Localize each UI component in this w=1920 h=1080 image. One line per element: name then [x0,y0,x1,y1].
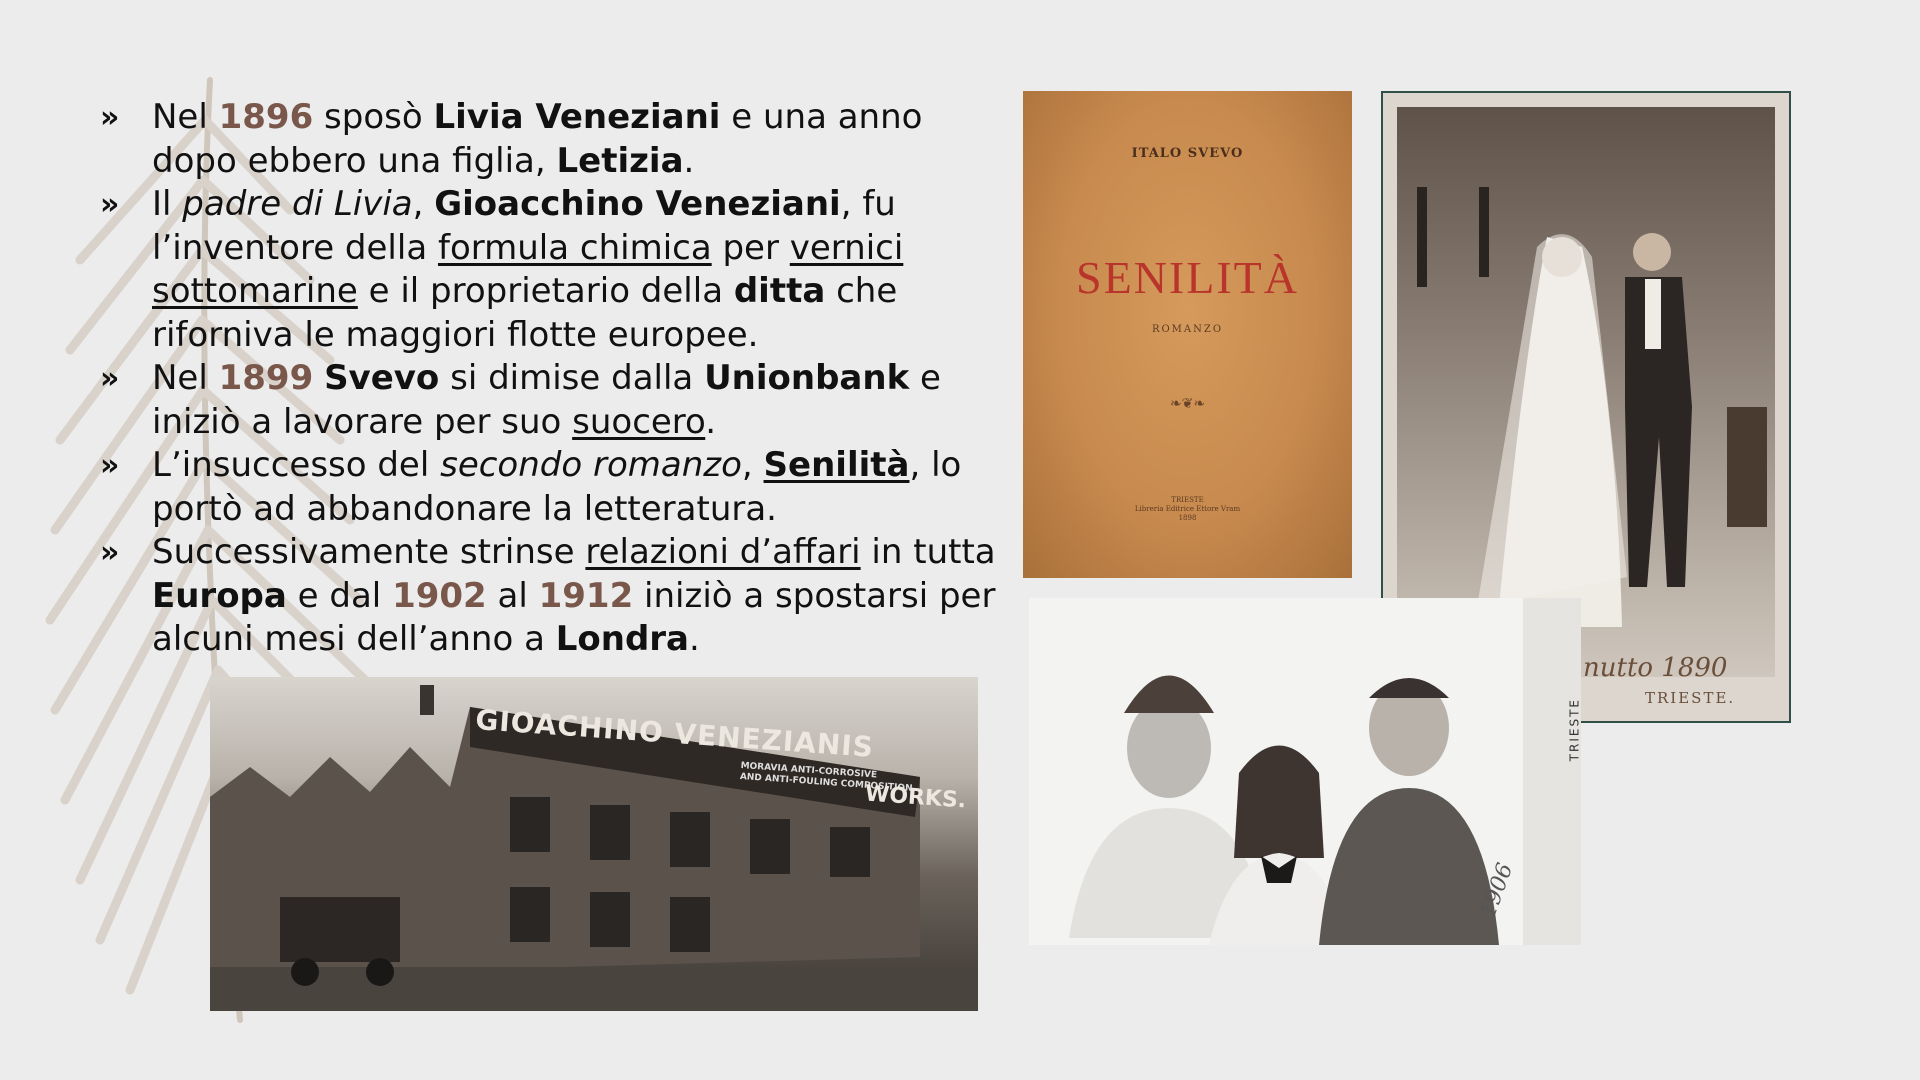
text: , [741,445,764,485]
family-photo [1029,598,1581,945]
bullet-3 [100,357,1010,444]
bullet-marker: » [100,100,120,135]
bullet-marker: » [100,187,120,222]
underlined-text: formula chimica [437,227,712,268]
text: Il [152,184,183,224]
name-svevo: Svevo [324,358,440,398]
factory-sign-works: WORKS. [864,781,967,814]
bullet-4 [100,444,1010,531]
bold-text: Europa [152,575,287,616]
name-gioacchino: Gioacchino Veneziani [434,184,841,224]
bullet-2 [100,183,1010,357]
text: , lo portò ad abbandonare la letteratura. [152,445,962,529]
text: in tutta [860,532,996,572]
text: e una anno dopo ebbero una figlia, [152,97,923,181]
book-title: SENILITÀ [1076,252,1299,303]
underlined-text: vernici sottomarine [152,227,904,311]
text: Nel [152,358,219,398]
text: si dimise dalla [439,358,705,398]
book-subtitle: ROMANZO [1151,324,1224,335]
italic-text: padre di Livia [182,184,413,224]
text: e il proprietario della [357,271,734,311]
year: 1912 [538,575,634,616]
text: L’insuccesso del [152,445,441,485]
book-author: ITALO SVEVO [1131,146,1244,161]
photo-edge-strip [1523,598,1581,945]
bullet-5 [100,531,1010,662]
name-letizia: Letizia [556,140,684,181]
factory-photo [210,677,978,1011]
text: per [711,227,790,268]
year: 1899 [218,358,314,398]
photographer-signature: nutto 1890 [1583,653,1728,683]
text: che riforniva le maggiori flotte europee. [152,271,898,355]
wedding-photo-image [1397,107,1775,677]
title-senilita: Senilità [763,445,910,485]
text: sposò [313,97,434,137]
text: . [689,619,700,659]
text: , [412,184,435,224]
bullet-marker: » [100,361,120,396]
name-livia: Livia Veneziani [433,97,721,137]
photo-city: TRIESTE [1567,698,1581,762]
bullet-marker: » [100,535,120,570]
bold-text: Londra [555,619,689,659]
underlined-text: relazioni d’affari [585,532,861,572]
senilita-book-cover-image [1023,91,1352,578]
text: iniziò a spostarsi per alcuni mesi dell’anno a [152,575,996,659]
text: . [705,401,717,442]
ornament-icon: ❧❦❧ [1169,396,1206,412]
text: . [683,140,695,181]
bullet-list [100,96,1010,662]
text: Nel [152,97,219,137]
bullet-marker: » [100,448,120,483]
factory-sign: GIOACHINO VENEZIANIS [474,703,875,764]
text: e dal [286,575,393,616]
book-imprint: TRIESTE Libreria Editrice Ettore Vram 1898 [1134,496,1241,522]
text: e iniziò a lavorare per suo [152,358,941,442]
year: 1902 [392,575,487,616]
photo-year: 1906 [1475,859,1519,922]
text [313,358,324,398]
text: Successivamente strinse [152,532,586,572]
bold-text: Unionbank [704,358,910,398]
factory-sign-small: MORAVIA ANTI-CORROSIVE AND ANTI-FOULING COMPOSITION [739,760,913,795]
text: , fu l’inventore della [152,184,896,268]
italic-text: secondo romanzo [440,445,742,485]
photo-city: TRIESTE. [1645,689,1736,707]
wedding-couple-illustration [1397,107,1775,677]
underlined-text: suocero [572,401,706,442]
year: 1896 [218,97,314,137]
text: al [486,575,539,616]
bold-text: ditta [733,271,826,311]
bullet-1 [100,96,1010,183]
